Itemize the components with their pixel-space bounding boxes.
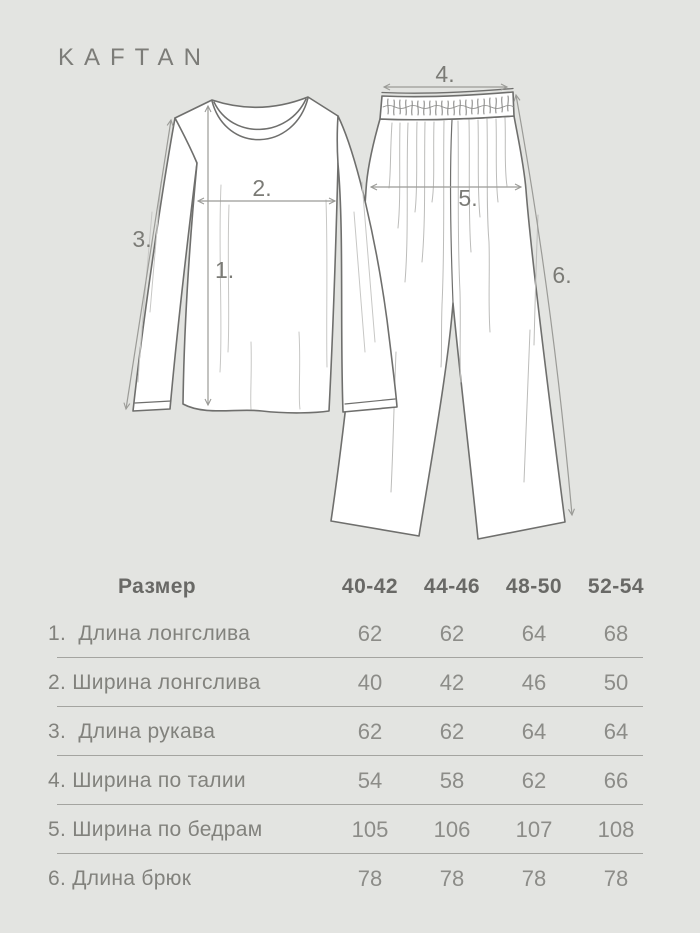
- row-value: 62: [521, 767, 547, 793]
- table-row-longsleeve-length: [48, 609, 657, 658]
- row-value: 78: [357, 865, 383, 891]
- row-value: 42: [439, 669, 465, 695]
- table-header-row: [57, 570, 657, 604]
- row-value: 66: [603, 767, 629, 793]
- longsleeve-drawing: [133, 97, 397, 413]
- brand-logo: KAFTAN: [58, 44, 211, 71]
- row-value: 54: [357, 767, 383, 793]
- row-value: 108: [597, 816, 635, 842]
- table-header-size-48-50: 48-50: [505, 575, 563, 598]
- row-value: 78: [603, 865, 629, 891]
- pants-waistband-topstitch: [382, 89, 513, 94]
- row-value: 40: [357, 669, 383, 695]
- row-value: 64: [603, 718, 629, 744]
- measurement-label-1: 1.: [215, 257, 235, 283]
- row-value: 106: [433, 816, 471, 842]
- row-label: 6. Длина брюк: [48, 866, 192, 890]
- table-header-size-52-54: 52-54: [587, 575, 645, 598]
- row-value: 64: [521, 620, 547, 646]
- row-value: 58: [439, 767, 465, 793]
- measurement-label-3: 3.: [132, 226, 152, 252]
- measurement-label-2: 2.: [252, 175, 272, 201]
- table-header-size-40-42: 40-42: [341, 575, 399, 598]
- row-label: 3. Длина рукава: [48, 719, 216, 743]
- row-value: 62: [357, 718, 383, 744]
- measurement-label-5: 5.: [458, 185, 478, 211]
- measurement-label-6: 6.: [552, 262, 572, 288]
- row-value: 62: [439, 718, 465, 744]
- row-value: 62: [439, 620, 465, 646]
- row-value: 78: [439, 865, 465, 891]
- row-label: 1. Длина лонгслива: [48, 621, 251, 645]
- row-value: 62: [357, 620, 383, 646]
- row-value: 107: [515, 816, 553, 842]
- table-header-size-44-46: 44-46: [423, 575, 481, 598]
- row-value: 64: [521, 718, 547, 744]
- longsleeve-body: [175, 97, 340, 413]
- row-value: 78: [521, 865, 547, 891]
- measurement-label-4: 4.: [435, 61, 455, 87]
- table-row-waist-width: [48, 756, 657, 805]
- row-value: 46: [521, 669, 547, 695]
- table-header-size: Размер: [118, 575, 197, 598]
- table-row-hip-width: [48, 805, 657, 854]
- row-value: 68: [603, 620, 629, 646]
- row-label: 5. Ширина по бедрам: [48, 817, 263, 841]
- table-row-sleeve-length: [48, 707, 657, 756]
- size-table: [48, 570, 657, 903]
- table-row-longsleeve-width: [48, 658, 657, 707]
- row-value: 50: [603, 669, 629, 695]
- row-label: 4. Ширина по талии: [48, 768, 246, 792]
- table-row-pants-length: [48, 854, 657, 903]
- row-value: 105: [351, 816, 389, 842]
- row-label: 2. Ширина лонгслива: [48, 670, 261, 694]
